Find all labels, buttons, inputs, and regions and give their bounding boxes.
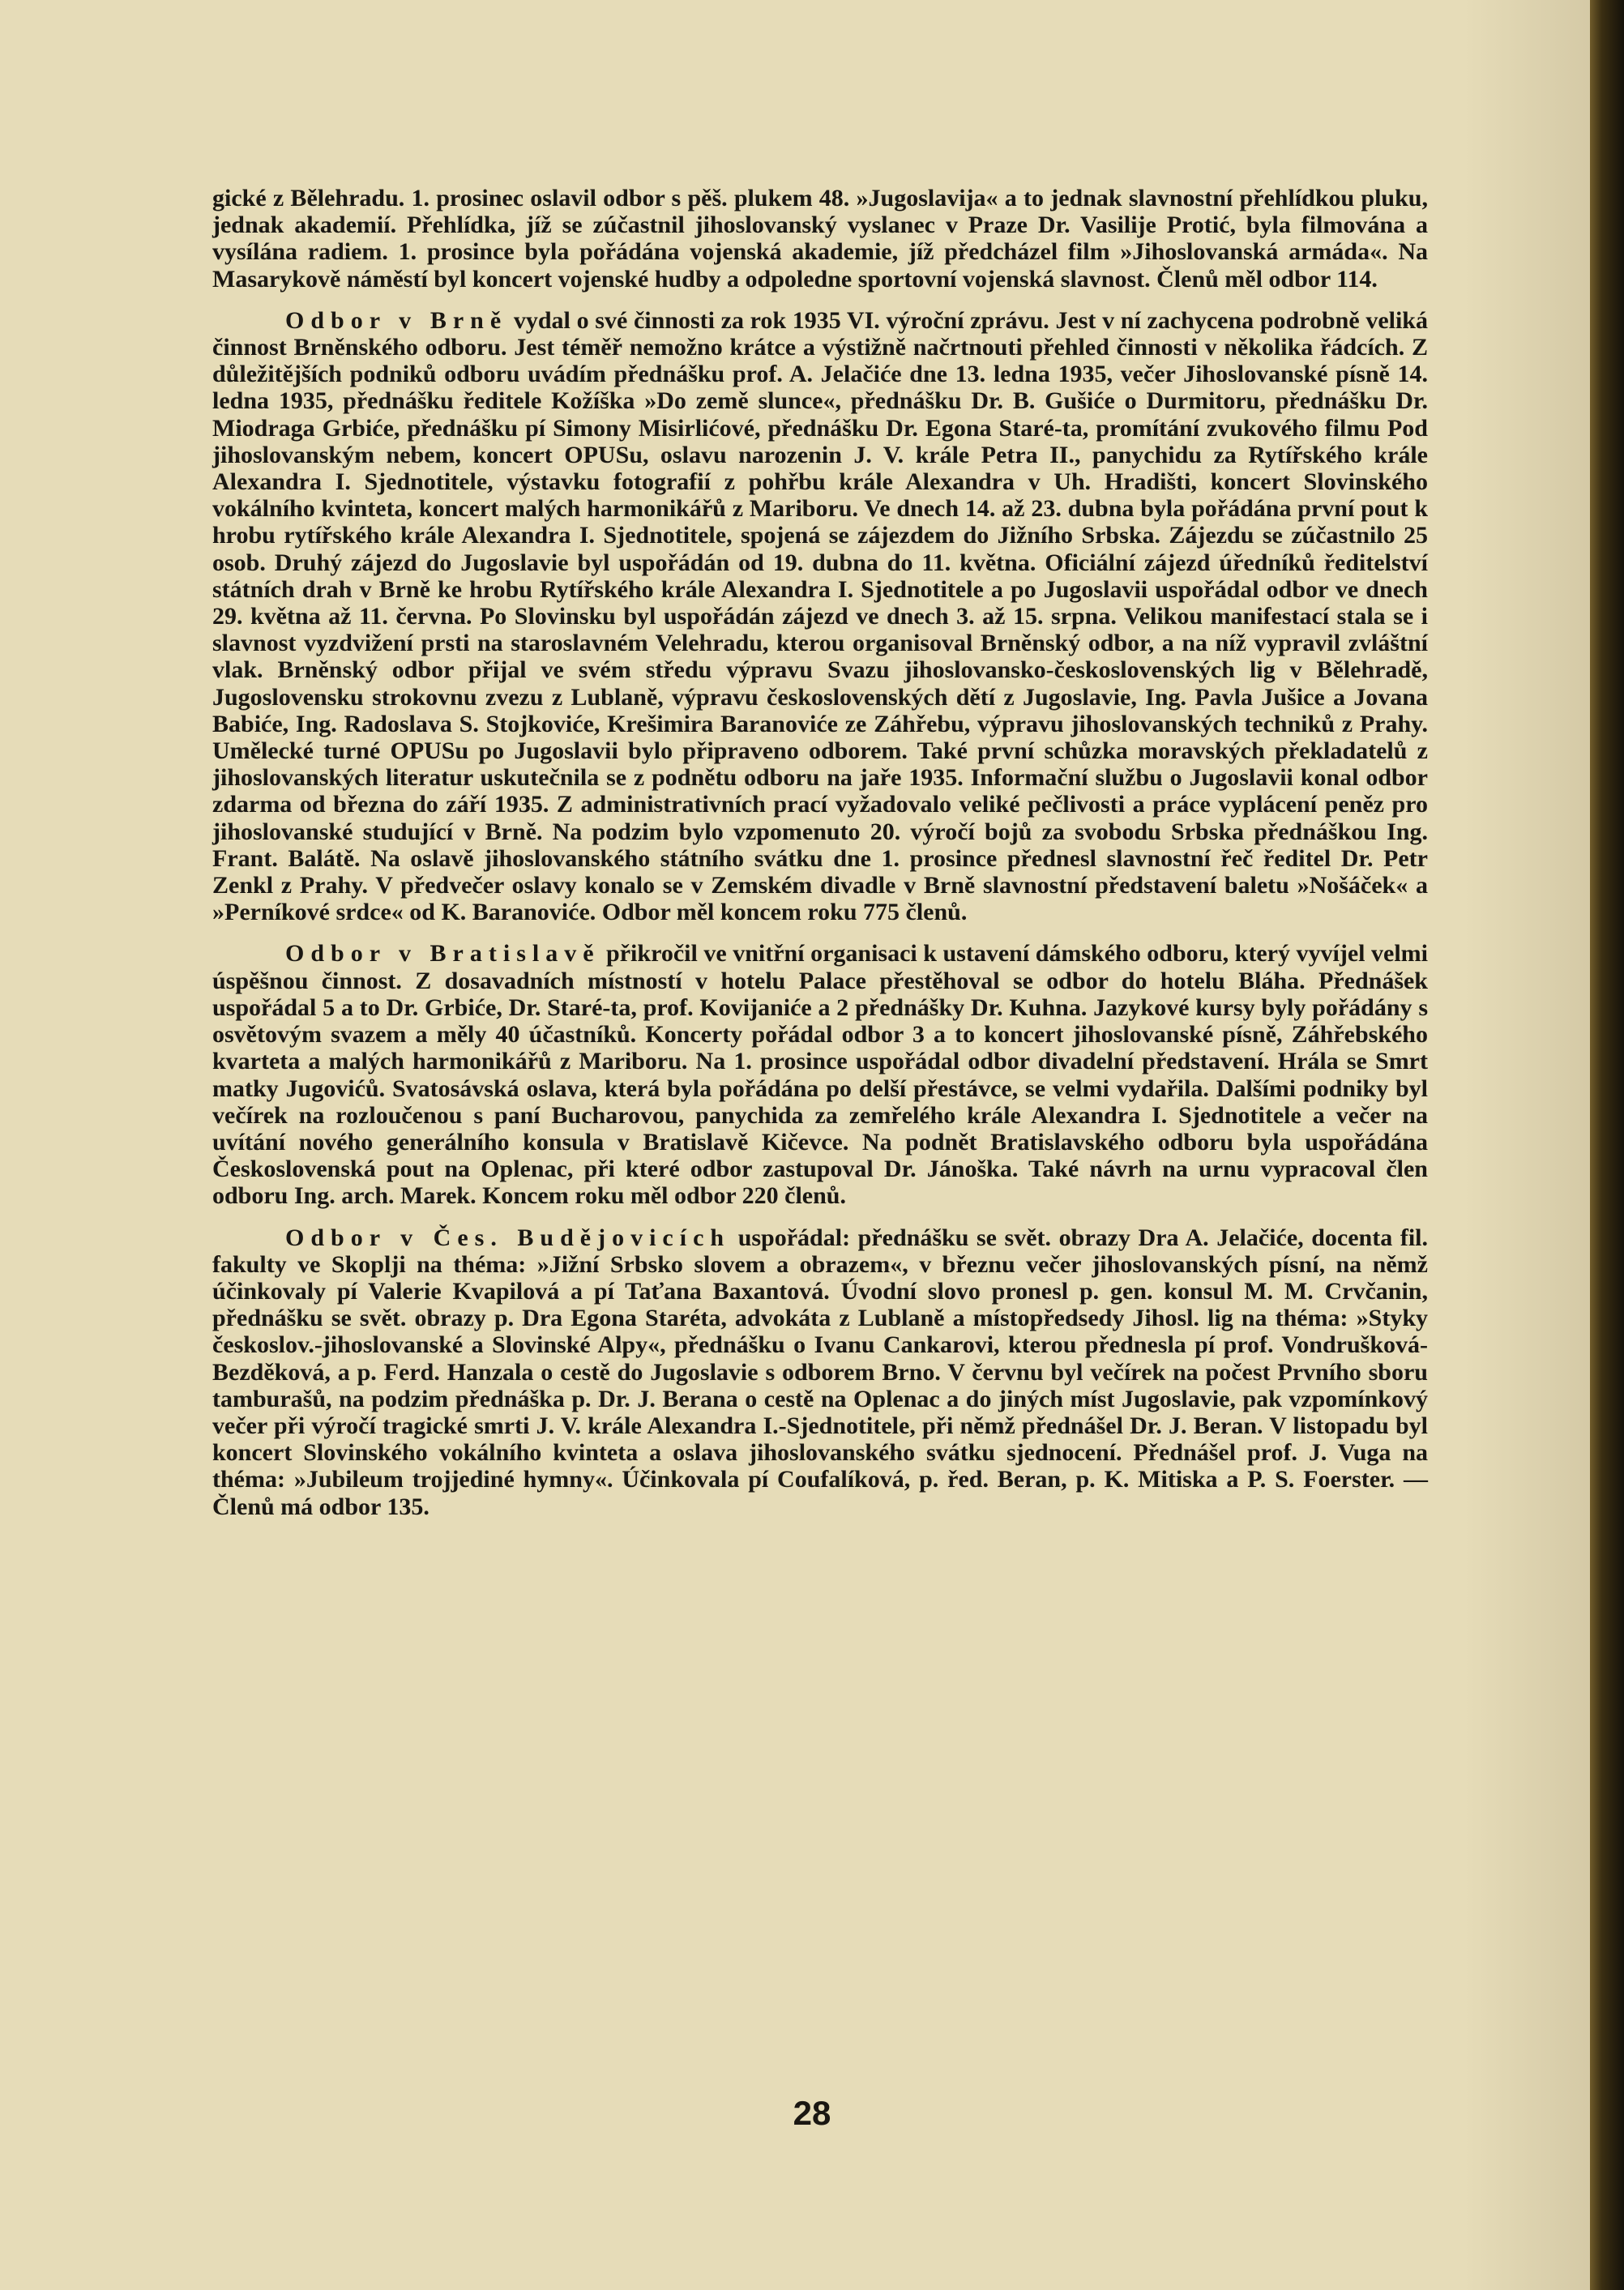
paragraph-brno	[212, 307, 1428, 926]
paragraph-text: uspořádal: přednášku se svět. obrazy Dra A. Jelačiće, docenta fil. fakulty ve Skoplji na théma: »Jižní Srbsko slovem a obrazem«, v březnu večer jihoslovanských písní, na němž účinkovaly pí Valerie Kvapilová a pí Taťana Baxantová. Úvodní slovo pronesl p. gen. konsul M. M. Crvčanin, přednášku se svět. obrazy p. Dra Egona Staréta, advokáta z Lublaně a místopředsedy Jihosl. lig na théma: »Styky českoslov.-jihoslovanské a Slovinské Alpy«, přednášku o Ivanu Cankarovi, kterou přednesla pí prof. Vondrušková-Bezděková, a p. Ferd. Hanzala o cestě do Jugoslavie s odborem Brno. V červnu byl večírek na počest Prvního sboru tamburašů, na podzim přednáška p. Dr. J. Berana o cestě na Oplenac a do jiných míst Jugoslavie, pak vzpomínkový večer při výročí tragické smrti J. V. krále Alexandra I.-Sjednotitele, při němž přednášel Dr. J. Beran. V listopadu byl koncert Slovinského vokálního kvinteta a oslava jihoslovanského svátku sjednocení. Přednášel prof. J. Vuga na théma: »Jubileum trojjediné hymny«. Účinkovala pí Coufalíková, p. řed. Beran, p. K. Mitiska a P. S. Foerster. — Členů má odbor 135.	[212, 1224, 1428, 1520]
paragraph-heading: Odbor v Čes. Budějovicích	[285, 1224, 731, 1251]
paragraph-text: gické z Bělehradu. 1. prosinec oslavil odbor s pěš. plukem 48. »Jugoslavija« a to jednak slavnostní přehlídkou pluku, jednak akademií. Přehlídka, jíž se zúčastnil jihoslovanský vyslanec v Praze Dr. Vasilije Protić, byla filmována a vysílána radiem. 1. prosince byla pořádána vojenská akademie, jíž předcházel film »Jihoslovanská armáda«. Na Masarykově náměstí byl koncert vojenské hudby a odpoledne sportovní vojenská slavnost. Členů měl odbor 114.	[212, 185, 1428, 293]
paragraph-heading: Odbor v Brně	[285, 306, 508, 334]
page-number: 28	[793, 2094, 831, 2132]
document-body	[212, 185, 1428, 1535]
paragraph-continuation	[212, 185, 1428, 293]
paragraph-text: přikročil ve vnitřní organisaci k ustavení dámského odboru, který vyvíjel velmi úspěšnou činnost. Z dosavadních místností v hotelu Palace přestěhoval se odbor do hotelu Bláha. Přednášek uspořádal 5 a to Dr. Grbiće, Dr. Staré-ta, prof. Kovijaniće a 2 přednášky Dr. Kuhna. Jazykové kursy byly pořádány s osvětovým svazem a měly 40 účastníků. Koncerty pořádal odbor 3 a to koncert jihoslovanské písně, Záhřebského kvarteta a malých harmonikářů z Mariboru. Na 1. prosince uspořádal odbor divadelní představení. Hrála se Smrt matky Jugovićů. Svatosávská oslava, která byla pořádána po delší přestávce, se velmi vydařila. Dalšími podniky byl večírek na rozloučenou s paní Bucharovou, panychida za zemřelého krále Alexandra I. Sjednotitele a večer na uvítání nového generálního konsula v Bratislavě Kičevce. Na podnět Bratislavského odboru byla uspořádána Československá pout na Oplenac, při které odbor zastupoval Dr. Jánoška. Také návrh na urnu vypracoval člen odboru Ing. arch. Marek. Koncem roku měl odbor 220 členů.	[212, 940, 1428, 1210]
paragraph-budejovice	[212, 1224, 1428, 1520]
book-edge	[1590, 0, 1624, 2290]
paragraph-text: vydal o své činnosti za rok 1935 VI. výroční zprávu. Jest v ní zachycena podrobně veliká činnost Brněnského odboru. Jest téměř nemožno krátce a výstižně načrtnouti přehled činnosti v několika řádcích. Z důležitějších podniků odboru uvádím přednášku prof. A. Jelačiće dne 13. ledna 1935, večer Jihoslovanské písně 14. ledna 1935, přednášku ředitele Kožíška »Do země slunce«, přednášku Dr. B. Gušiće o Durmitoru, přednášku Dr. Miodraga Grbiće, přednášku pí Simony Misirlićové, přednášku Dr. Egona Staré-ta, promítání zvukového filmu Pod jihoslovanským nebem, koncert OPUSu, oslavu narozenin J. V. krále Petra II., panychidu za Rytířského krále Alexandra I. Sjednotitele, výstavku fotografií z pohřbu krále Alexandra v Uh. Hradišti, koncert Slovinského vokálního kvinteta, koncert malých harmonikářů z Mariboru. Ve dnech 14. až 23. dubna byla pořádána první pout k hrobu rytířského krále Alexandra I. Sjednotitele, spojená se zájezdem do Jižního Srbska. Zájezdu se zúčastnilo 25 osob. Druhý zájezd do Jugoslavie byl uspořádán od 19. dubna do 11. května. Oficiální zájezd úředníků ředitelství státních drah v Brně ke hrobu Rytířského krále Alexandra I. Sjednotitele a po Jugoslavii uspořádal odbor ve dnech 29. května až 11. června. Po Slovinsku byl uspořádán zájezd ve dnech 3. až 15. srpna. Velikou manifestací stala se i slavnost vyzdvižení prsti na staroslavném Velehradu, kterou organisoval Brněnský odbor, a na níž vypravil zvláštní vlak. Brněnský odbor přijal ve svém středu výpravu Svazu jihoslovansko-československých lig v Bělehradě, Jugoslovensku strokovnu zvezu z Lublaně, výpravu československých dětí z Jugoslavie, Ing. Pavla Jušice a Jovana Babiće, Ing. Radoslava S. Stojkoviće, Krešimira Baranoviće ze Záhřebu, výpravu jihoslovanských techniků z Prahy. Umělecké turné OPUSu po Jugoslavii bylo připraveno odborem. Také první schůzka moravských překladatelů z jihoslovanských literatur uskutečnila se z podnětu odboru na jaře 1935. Informační službu o Jugoslavii konal odbor zdarma od března do září 1935. Z administrativních prací vyžadovalo veliké pečlivosti a práce vyplácení peněz pro jihoslovanské studující v Brně. Na podzim bylo vzpomenuto 20. výročí bojů za svobodu Srbska přednáškou Ing. Frant. Balátě. Na oslavě jihoslovanského státního svátku dne 1. prosince přednesl slavnostní řeč ředitel Dr. Petr Zenkl z Prahy. V předvečer oslavy konalo se v Zemském divadle v Brně slavnostní představení baletu »Nošáček« a »Perníkové srdce« od K. Baranoviće. Odbor měl koncem roku 775 členů.	[212, 306, 1428, 926]
paragraph-heading: Odbor v Bratislavě	[285, 940, 600, 968]
paragraph-bratislava	[212, 940, 1428, 1209]
